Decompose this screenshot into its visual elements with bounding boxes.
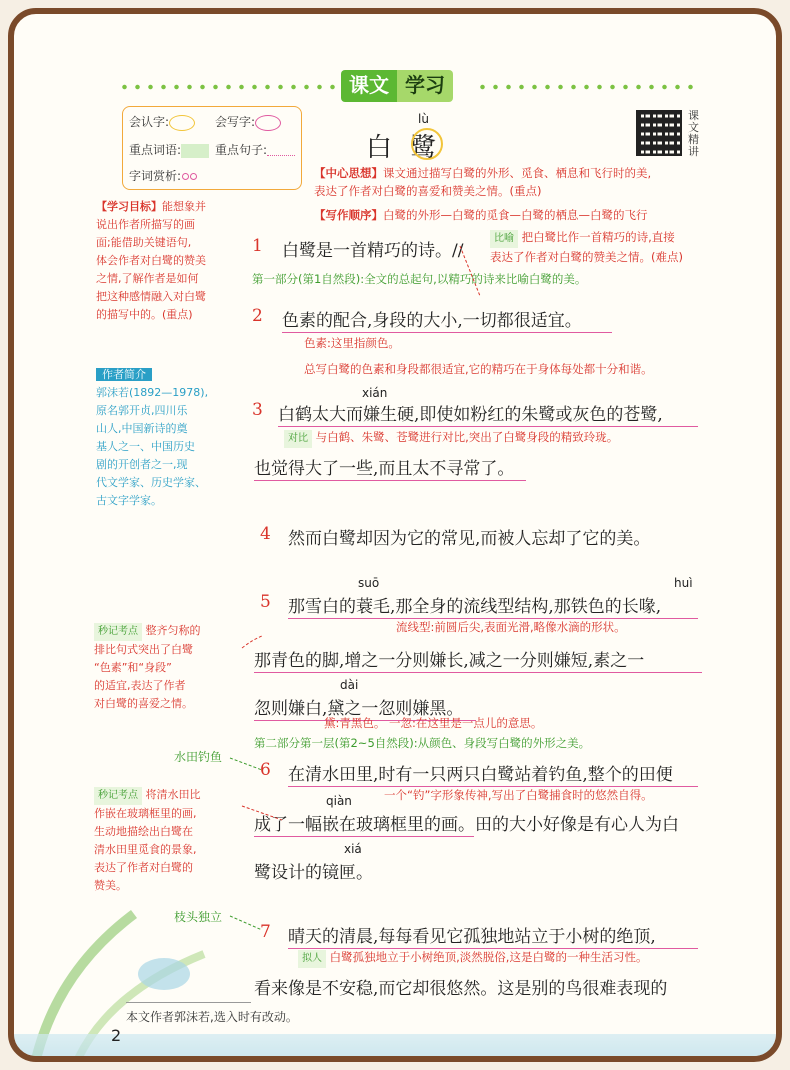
- para-6-note-1: 一个“钓”字形象传神,写出了白鹭捕食时的悠然自得。: [384, 788, 653, 802]
- legend-write: 会写字:: [215, 115, 256, 129]
- page-frame: [8, 8, 782, 1062]
- page-title: 白鹭: [366, 133, 455, 163]
- para-5-pinyin-1: suō: [358, 576, 380, 590]
- para-4-number: 4: [260, 524, 271, 544]
- footnote-rule: [126, 1002, 251, 1003]
- central-line1: 课文通过描写白鹭的外形、觅食、栖息和飞行时的美,: [383, 166, 652, 180]
- order-text: 白鹭的外形—白鹭的觅食—白鹭的栖息—白鹭的飞行: [383, 208, 648, 222]
- para-5-line-2: 那青色的脚,增之一分则嫌长,减之一分则嫌短,素之一: [254, 651, 645, 671]
- order-tag: 【写作顺序】: [314, 208, 383, 222]
- para-5-pinyin-2: huì: [674, 576, 693, 590]
- para-7-note: 拟人 白鹭孤独地立于小树绝顶,淡然脱俗,这是白鹭的一种生活习性。: [298, 948, 647, 968]
- para-3-pinyin: xián: [362, 386, 388, 400]
- para-5-pinyin-3: dài: [340, 678, 359, 692]
- para-3-text-2: 也觉得大了一些,而且太不寻常了。: [254, 459, 515, 479]
- legend-key-words: 重点词语:: [129, 143, 182, 157]
- para-7-line-1: 晴天的清晨,每每看见它孤独地站立于小树的绝顶,: [288, 927, 656, 947]
- para-3-text: 白鹤太大而嫌生硬,即使如粉红的朱鹭或灰色的苍鹭,: [278, 405, 663, 425]
- para-2-note-2: 总写白鹭的色素和身段都很适宜,它的精巧在于身体每处都十分和谐。: [304, 362, 653, 376]
- para-6-pinyin-2: xiá: [344, 842, 362, 856]
- para-7-line-2: 看来像是不安稳,而它却很悠然。这是别的鸟很难表现的: [254, 979, 668, 999]
- para-5-line-1: 那雪白的蓑毛,那全身的流线型结构,那铁色的长喙,: [288, 597, 662, 617]
- para-1-note-tag: 比喻: [490, 230, 518, 248]
- para-5-line-3: 忽则嫌白,黛之一忽则嫌黑。: [254, 699, 464, 719]
- para-3-note-tag: 对比: [284, 430, 312, 448]
- label-fishing: 水田钓鱼: [174, 750, 223, 764]
- legend-appreciation: 字词赏析:: [129, 169, 182, 183]
- arrow-fishing: [230, 758, 262, 770]
- para-1-note: 比喻 把白鹭比作一首精巧的诗,直接 表达了作者对白鹭的赞美之情。(难点): [490, 230, 683, 264]
- central-tag: 【中心思想】: [314, 166, 383, 180]
- page-number: 2: [111, 1026, 122, 1045]
- para-3-note: 对比 与白鹤、朱鹭、苍鹭进行对比,突出了白鹭身段的精致玲珑。: [284, 428, 618, 448]
- heron-icon: [138, 958, 190, 990]
- legend-key-sentences: 重点句子:: [215, 143, 268, 157]
- para-6-number: 6: [260, 760, 271, 780]
- para-2-text: 色素的配合,身段的大小,一切都很适宜。: [282, 311, 582, 331]
- label-tree: 枝头独立: [174, 910, 223, 924]
- para-2-note-1: 色素:这里指颜色。: [304, 336, 400, 350]
- para-5-number: 5: [260, 592, 271, 612]
- author-heading: 作者简介: [96, 368, 152, 381]
- para-6-pinyin-1: qiàn: [326, 794, 352, 808]
- badge-left: 课文: [341, 70, 397, 102]
- arrow-exam2: [242, 806, 282, 820]
- para-3-number: 3: [252, 400, 263, 420]
- para-6-line-1: 在清水田里,时有一只两只白鹭站着钓鱼,整个的田便: [288, 765, 673, 785]
- author-intro: 作者简介 郭沫若(1892—1978), 原名郭开贞,四川乐 山人,中国新诗的奠 基人之一、中国历史 剧的开创者之一,现 代文学家、历史学家、 古文字学家。: [96, 368, 209, 507]
- exam-note-2: 秒记考点 将清水田比 作嵌在玻璃框里的画, 生动地描绘出白鹭在 清水田里觅食的景象, 表达了作者对白鹭的 赞美。: [94, 788, 201, 892]
- para-6-line-2: 成了一幅嵌在玻璃框里的画。田的大小好像是有心人为白: [254, 815, 679, 835]
- arrow-exam1: [242, 636, 262, 648]
- exam-note-1-tag: 秒记考点: [94, 623, 142, 641]
- exam-note-2-tag: 秒记考点: [94, 787, 142, 805]
- para-5-note-2: 黛:青黑色。 一忽:在这里是一点儿的意思。: [324, 716, 543, 730]
- qr-label: 课文精讲: [688, 109, 699, 158]
- central-line2: 表达了作者对白鹭的喜爱和赞美之情。(重点): [314, 184, 542, 198]
- para-5-note-1: 流线型:前圆后尖,表面光滑,略像水滴的形状。: [396, 620, 626, 634]
- para-7-number: 7: [260, 922, 271, 942]
- para-6-line-3: 鹭设计的镜匣。: [254, 863, 373, 883]
- annotation-arrows: [14, 14, 782, 1062]
- arrow-p1: [460, 246, 480, 296]
- arrow-tree: [230, 916, 262, 930]
- title-pinyin: lù: [418, 112, 429, 126]
- para-1-number: 1: [252, 236, 263, 256]
- legend-recognize: 会认字:: [129, 115, 170, 129]
- para-7-note-tag: 拟人: [298, 950, 326, 968]
- part-2-summary: 第二部分第一层(第2~5自然段):从颜色、身段写白鹭的外形之美。: [254, 736, 591, 750]
- para-2-number: 2: [252, 306, 263, 326]
- para-4-text: 然而白鹭却因为它的常见,而被人忘却了它的美。: [288, 529, 651, 549]
- footnote: 本文作者郭沫若,选入时有改动。: [126, 1010, 298, 1024]
- goal-tag: 【学习目标】: [96, 200, 162, 213]
- learning-goal: 【学习目标】能想象并 说出作者所描写的画 面;能借助关键语句, 体会作者对白鹭的赞美 之情,了解作者是如何 把这种感情融入对白鹭 的描写中的。(重点): [96, 200, 206, 321]
- para-1-text: 白鹭是一首精巧的诗。//: [282, 241, 464, 261]
- water-decoration: [14, 1034, 782, 1062]
- exam-note-1: 秒记考点 整齐匀称的 排比句式突出了白鹭 “色素”和“身段” 的适宜,表达了作者 对白鹭的喜爱之情。: [94, 624, 201, 710]
- badge-right: 学习: [397, 70, 453, 102]
- part-1-summary: 第一部分(第1自然段):全文的总起句,以精巧的诗来比喻白鹭的美。: [252, 272, 587, 286]
